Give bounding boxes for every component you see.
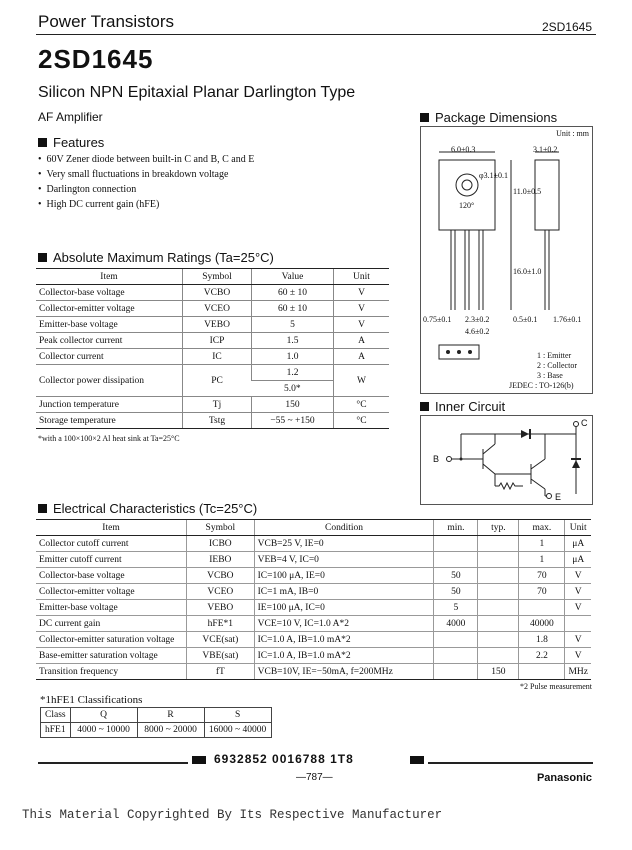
cell: IC=1 mA, IB=0 <box>254 584 434 600</box>
cell: 1.5 <box>252 333 334 349</box>
cell: Collector-base voltage <box>36 285 183 301</box>
table-row <box>36 365 389 381</box>
dim-lead-width2: 0.5±0.1 <box>513 315 538 324</box>
cell: Tj <box>183 397 252 413</box>
col-header: Item <box>36 520 187 536</box>
bullet-square-icon <box>420 113 429 122</box>
bullet-square-icon <box>38 504 47 513</box>
table-row <box>36 285 389 301</box>
dim-pitch2: 4.6±0.2 <box>465 327 490 336</box>
cell: 40000 <box>519 616 565 632</box>
feature-item: • Very small fluctuations in breakdown voltage <box>38 167 254 182</box>
table-header-row <box>36 269 389 285</box>
dim-pitch1: 2.3±0.2 <box>465 315 490 324</box>
cell: VCE(sat) <box>187 632 255 648</box>
cell: Emitter cutoff current <box>36 552 187 568</box>
cell: Collector current <box>36 349 183 365</box>
bullet-square-icon <box>420 402 429 411</box>
inner-circuit-heading: Inner Circuit <box>420 399 505 414</box>
cell: 8000 ~ 20000 <box>137 723 204 738</box>
cell: IC=100 μA, IE=0 <box>254 568 434 584</box>
cell: 5 <box>434 600 478 616</box>
footer-rule-right <box>428 762 593 764</box>
dim-lead-thickness: 1.76±0.1 <box>553 315 582 324</box>
cell: Collector-base voltage <box>36 568 187 584</box>
dim-width: 6.0±0.3 <box>451 145 476 154</box>
cell: 50 <box>434 568 478 584</box>
cell <box>478 552 519 568</box>
cell: μA <box>565 552 591 568</box>
cell: 1 <box>519 552 565 568</box>
bullet-square-icon <box>38 253 47 262</box>
barcode-text: 6932852 0016788 1T8 <box>214 752 354 766</box>
cell <box>478 536 519 552</box>
cell: hFE*1 <box>187 616 255 632</box>
col-header: Symbol <box>183 269 252 285</box>
amr-table <box>36 268 389 429</box>
cell <box>519 664 565 680</box>
table-header-row <box>41 708 272 723</box>
col-header: Condition <box>254 520 434 536</box>
header-part-number: 2SD1645 <box>541 20 592 34</box>
subtitle: Silicon NPN Epitaxial Planar Darlington Type <box>38 84 356 101</box>
cell: V <box>334 301 390 317</box>
page-number: —787— <box>296 772 333 783</box>
amr-footnote: *with a 100×100×2 Al heat sink at Ta=25°C <box>38 434 180 443</box>
table-row <box>36 317 389 333</box>
cell: IC=1.0 A, IB=1.0 mA*2 <box>254 648 434 664</box>
cell: 50 <box>434 584 478 600</box>
darlington-circuit-diagram <box>421 416 592 504</box>
cell: Junction temperature <box>36 397 183 413</box>
dim-angle: 120° <box>459 201 475 210</box>
dim-lead-length: 16.0±1.0 <box>513 267 542 276</box>
col-header: S <box>204 708 271 723</box>
copyright-notice: This Material Copyrighted By Its Respective Manufacturer <box>22 808 443 822</box>
pin-3: 3 : Base <box>537 371 563 380</box>
cell: ICP <box>183 333 252 349</box>
cell: Emitter-base voltage <box>36 600 187 616</box>
cell: VCBO <box>187 568 255 584</box>
table-row <box>36 301 389 317</box>
dim-thickness: 3.1±0.2 <box>533 145 558 154</box>
features-list <box>38 152 254 212</box>
cell: VCBO <box>183 285 252 301</box>
cell: 4000 <box>434 616 478 632</box>
cell: 1.8 <box>519 632 565 648</box>
table-row <box>36 349 389 365</box>
ec-table <box>36 519 591 680</box>
brand-logo: Panasonic <box>536 772 592 784</box>
cell: 5.0* <box>252 381 334 397</box>
document-category: Power Transistors <box>38 12 175 31</box>
cell: IEBO <box>187 552 255 568</box>
application: AF Amplifier <box>38 110 103 124</box>
table-row <box>36 413 389 429</box>
cell <box>434 648 478 664</box>
cell: 5 <box>252 317 334 333</box>
terminal-c: C <box>581 418 588 428</box>
bullet-square-icon <box>38 138 47 147</box>
cell: VCE=10 V, IC=1.0 A*2 <box>254 616 434 632</box>
cell: 70 <box>519 568 565 584</box>
amr-heading: Absolute Maximum Ratings (Ta=25°C) <box>38 250 274 265</box>
cell <box>478 632 519 648</box>
ec-heading: Electrical Characteristics (Tc=25°C) <box>38 501 257 516</box>
table-row <box>36 536 591 552</box>
table-row <box>36 632 591 648</box>
feature-item: • High DC current gain (hFE) <box>38 197 254 212</box>
cell <box>434 536 478 552</box>
cell: Peak collector current <box>36 333 183 349</box>
package-unit: Unit : mm <box>556 129 589 138</box>
cell <box>478 648 519 664</box>
cell: 1 <box>519 536 565 552</box>
jedec: JEDEC : TO-126(b) <box>509 381 574 390</box>
cell: Collector power dissipation <box>36 365 183 397</box>
cell: 1.2 <box>252 365 334 381</box>
barcode-block-icon <box>192 756 206 764</box>
table-row <box>36 397 389 413</box>
cell: −55 ~ +150 <box>252 413 334 429</box>
cell: V <box>334 285 390 301</box>
cell: VCEO <box>183 301 252 317</box>
cell: VCB=25 V, IE=0 <box>254 536 434 552</box>
cell: Base-emitter saturation voltage <box>36 648 187 664</box>
hfe-class-table <box>40 707 272 738</box>
cell: VEBO <box>183 317 252 333</box>
col-header: R <box>137 708 204 723</box>
cell: V <box>565 584 591 600</box>
cell: 16000 ~ 40000 <box>204 723 271 738</box>
barcode-block-icon <box>410 756 424 764</box>
terminal-e: E <box>555 492 562 502</box>
cell: Collector-emitter voltage <box>36 301 183 317</box>
cell: VCB=10V, IE=−50mA, f=200MHz <box>254 664 434 680</box>
pin-2: 2 : Collector <box>537 361 577 370</box>
cell: °C <box>334 413 390 429</box>
hfe-class-heading: *1hFE1 Classifications <box>40 694 143 706</box>
table-row <box>36 333 389 349</box>
cell <box>478 568 519 584</box>
table-header-row <box>36 520 591 536</box>
cell: °C <box>334 397 390 413</box>
pulse-note: *2 Pulse measurement <box>520 682 592 691</box>
cell: VCEO <box>187 584 255 600</box>
cell: IE=100 μA, IC=0 <box>254 600 434 616</box>
footer-rule-left <box>38 762 188 764</box>
col-header: Unit <box>334 269 390 285</box>
cell: A <box>334 349 390 365</box>
cell: DC current gain <box>36 616 187 632</box>
cell: fT <box>187 664 255 680</box>
cell: Collector-emitter voltage <box>36 584 187 600</box>
dim-lead-width: 0.75±0.1 <box>423 315 452 324</box>
cell: hFE1 <box>41 723 71 738</box>
package-heading: Package Dimensions <box>420 110 557 125</box>
cell <box>434 632 478 648</box>
cell: VBE(sat) <box>187 648 255 664</box>
inner-circuit-box <box>420 415 593 505</box>
col-header: Class <box>41 708 71 723</box>
table-row <box>36 552 591 568</box>
cell: V <box>565 648 591 664</box>
cell: 70 <box>519 584 565 600</box>
feature-item: • Darlington connection <box>38 182 254 197</box>
terminal-b: B <box>433 454 440 464</box>
table-row <box>36 648 591 664</box>
part-number: 2SD1645 <box>38 44 154 74</box>
cell <box>434 664 478 680</box>
cell: 150 <box>478 664 519 680</box>
package-drawing-box <box>420 126 593 394</box>
cell: V <box>565 568 591 584</box>
table-row <box>36 616 591 632</box>
col-header: max. <box>519 520 565 536</box>
cell: Collector-emitter saturation voltage <box>36 632 187 648</box>
cell: PC <box>183 365 252 397</box>
col-header: typ. <box>478 520 519 536</box>
table-row <box>36 584 591 600</box>
col-header: Q <box>70 708 137 723</box>
cell <box>478 584 519 600</box>
table-row <box>36 600 591 616</box>
col-header: Item <box>36 269 183 285</box>
feature-item: • 60V Zener diode between built-in C and B, C and E <box>38 152 254 167</box>
cell: Tstg <box>183 413 252 429</box>
col-header: Value <box>252 269 334 285</box>
col-header: Unit <box>565 520 591 536</box>
cell: 60 ± 10 <box>252 301 334 317</box>
col-header: Symbol <box>187 520 255 536</box>
cell <box>434 552 478 568</box>
header-rule <box>36 34 596 35</box>
cell: VEBO <box>187 600 255 616</box>
pin-1: 1 : Emitter <box>537 351 572 360</box>
cell: W <box>334 365 390 397</box>
table-row <box>41 723 272 738</box>
cell: VEB=4 V, IC=0 <box>254 552 434 568</box>
cell: 2.2 <box>519 648 565 664</box>
cell: Collector cutoff current <box>36 536 187 552</box>
cell: Emitter-base voltage <box>36 317 183 333</box>
cell: V <box>565 600 591 616</box>
table-row <box>36 568 591 584</box>
cell: MHz <box>565 664 591 680</box>
dim-hole: φ3.1±0.1 <box>479 171 509 180</box>
cell: IC=1.0 A, IB=1.0 mA*2 <box>254 632 434 648</box>
cell: 1.0 <box>252 349 334 365</box>
table-row <box>36 664 591 680</box>
cell: 150 <box>252 397 334 413</box>
cell <box>478 600 519 616</box>
cell: V <box>565 632 591 648</box>
cell: IC <box>183 349 252 365</box>
cell <box>478 616 519 632</box>
cell: Transition frequency <box>36 664 187 680</box>
cell <box>519 600 565 616</box>
features-heading: Features <box>38 135 104 150</box>
cell: A <box>334 333 390 349</box>
cell <box>565 616 591 632</box>
cell: μA <box>565 536 591 552</box>
cell: 4000 ~ 10000 <box>70 723 137 738</box>
cell: ICBO <box>187 536 255 552</box>
cell: 60 ± 10 <box>252 285 334 301</box>
col-header: min. <box>434 520 478 536</box>
cell: V <box>334 317 390 333</box>
cell: Storage temperature <box>36 413 183 429</box>
dim-height: 11.0±0.5 <box>513 187 542 196</box>
